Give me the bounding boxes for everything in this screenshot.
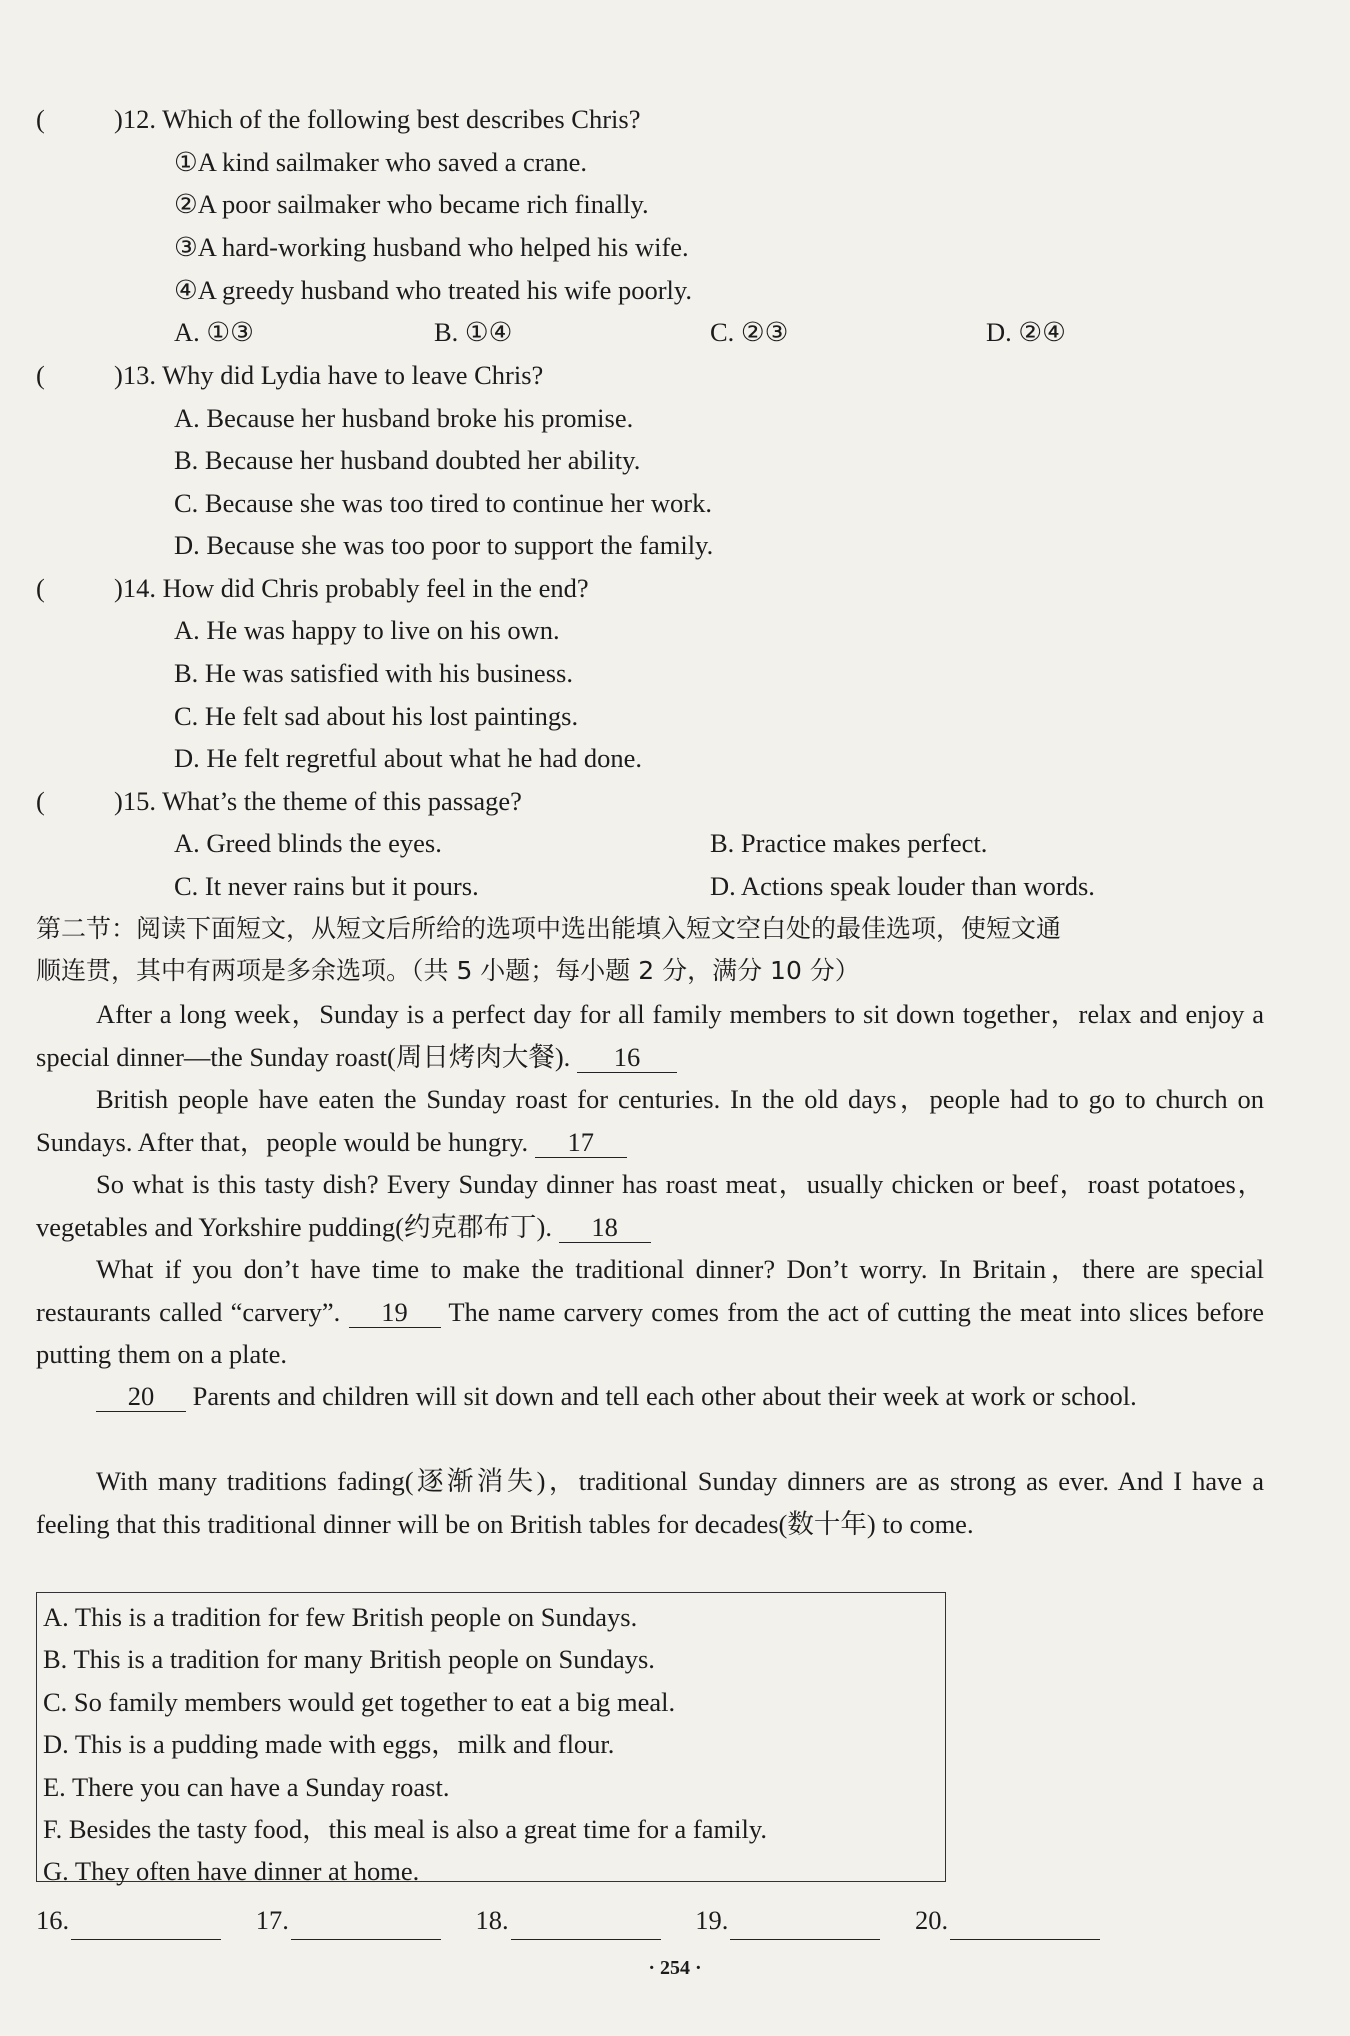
paragraph-text: What if you don’t have time to make the traditional dinner? Don’t worry. In Britain，there are special restaurants called “carvery”. bbox=[36, 1254, 1264, 1327]
answer-line[interactable] bbox=[950, 1909, 1100, 1940]
box-option-f: F. Besides the tasty food，this meal is also a great time for a family. bbox=[43, 1814, 768, 1845]
blank-18: 18 bbox=[559, 1212, 651, 1243]
paragraph-text: The name carvery comes from the act of cutting the meat into slices before putting them on a plate. bbox=[36, 1296, 1264, 1369]
paragraph-text: After a long week，Sunday is a perfect day for all family members to sit down together，relax and enjoy a special dinner—the Sunday roast(周日烤肉大餐). bbox=[36, 999, 1264, 1072]
paragraph-text: Parents and children will sit down and tell each other about their week at work or school. bbox=[192, 1381, 1137, 1411]
box-option-g: G. They often have dinner at home. bbox=[43, 1856, 420, 1887]
q13-option-b: B. Because her husband doubted her ability. bbox=[174, 445, 641, 475]
passage-paragraph-1 bbox=[36, 993, 1264, 1078]
paragraph-text: British people have eaten the Sunday roast for centuries. In the old days，people had to go to church on Sundays. After that，people would be hungry. bbox=[36, 1084, 1264, 1157]
blank-20: 20 bbox=[96, 1381, 186, 1412]
question-15-stem bbox=[36, 780, 522, 822]
answer-line[interactable] bbox=[291, 1909, 441, 1940]
q13-option-d: D. Because she was too poor to support the family. bbox=[174, 530, 714, 560]
question-13-stem bbox=[36, 354, 543, 396]
answer-label: 20. bbox=[915, 1905, 949, 1935]
box-option-b: B. This is a tradition for many British people on Sundays. bbox=[43, 1644, 655, 1675]
answer-16[interactable] bbox=[36, 1900, 221, 1940]
box-option-e: E. There you can have a Sunday roast. bbox=[43, 1771, 450, 1802]
q12-choice-d: D. ②④ bbox=[986, 317, 1066, 347]
q12-item-2: ②A poor sailmaker who became rich finally. bbox=[174, 189, 649, 219]
box-option-a: A. This is a tradition for few British people on Sundays. bbox=[43, 1602, 638, 1632]
box-option-d: D. This is a pudding made with eggs，milk and flour. bbox=[43, 1729, 615, 1760]
answer-18[interactable] bbox=[476, 1900, 661, 1940]
q12-item-4: ④A greedy husband who treated his wife poorly. bbox=[174, 275, 693, 305]
answer-blanks-row bbox=[36, 1900, 1128, 1940]
box-option-c: C. So family members would get together to eat a big meal. bbox=[43, 1686, 676, 1717]
answer-label: 17. bbox=[255, 1905, 289, 1935]
question-text: )13. Why did Lydia have to leave Chris? bbox=[114, 360, 544, 390]
passage-paragraph-6: With many traditions fading(逐渐消失)，traditional Sunday dinners are as strong as ever. And I have a feeling that this traditional dinner will be on British tables for decades(数十年) to come. bbox=[36, 1466, 1264, 1539]
answer-line[interactable] bbox=[730, 1909, 880, 1940]
paragraph-text: So what is this tasty dish? Every Sunday dinner has roast meat，usually chicken or beef，roast potatoes，vegetables and Yorkshire pudding(约克郡布丁). bbox=[36, 1169, 1264, 1242]
q14-option-b: B. He was satisfied with his business. bbox=[174, 658, 573, 688]
q14-option-c: C. He felt sad about his lost paintings. bbox=[174, 701, 579, 731]
question-text: )12. Which of the following best describes Chris? bbox=[114, 104, 641, 134]
passage-paragraph-2 bbox=[36, 1078, 1264, 1163]
q15-option-b: B. Practice makes perfect. bbox=[710, 828, 988, 858]
section2-instruction-line2: 顺连贯，其中有两项是多余选项。（共 5 小题；每小题 2 分，满分 10 分） bbox=[36, 956, 860, 985]
blank-17: 17 bbox=[535, 1127, 627, 1158]
question-14-stem bbox=[36, 567, 589, 609]
q12-item-1: ①A kind sailmaker who saved a crane. bbox=[174, 147, 588, 177]
answer-label: 19. bbox=[695, 1905, 729, 1935]
question-text: )15. What’s the theme of this passage? bbox=[114, 786, 522, 816]
q15-option-a: A. Greed blinds the eyes. bbox=[174, 828, 442, 858]
answer-19[interactable] bbox=[695, 1900, 880, 1940]
answer-line[interactable] bbox=[511, 1909, 661, 1940]
q14-option-d: D. He felt regretful about what he had done. bbox=[174, 743, 642, 773]
q13-option-a: A. Because her husband broke his promise. bbox=[174, 403, 634, 433]
answer-paren: ( bbox=[36, 104, 45, 134]
q12-choice-b: B. ①④ bbox=[434, 317, 513, 347]
answer-17[interactable] bbox=[256, 1900, 441, 1940]
answer-label: 16. bbox=[36, 1905, 70, 1935]
question-text: )14. How did Chris probably feel in the end? bbox=[114, 573, 589, 603]
q15-option-d: D. Actions speak louder than words. bbox=[710, 871, 1095, 901]
q15-option-c: C. It never rains but it pours. bbox=[174, 871, 479, 901]
answer-label: 18. bbox=[475, 1905, 509, 1935]
q12-choice-c: C. ②③ bbox=[710, 317, 789, 347]
answer-paren: ( bbox=[36, 360, 45, 390]
passage-paragraph-3 bbox=[36, 1163, 1264, 1248]
answer-line[interactable] bbox=[71, 1909, 221, 1940]
passage-paragraph-4 bbox=[36, 1248, 1264, 1376]
question-12-stem bbox=[36, 98, 640, 140]
q12-item-3: ③A hard-working husband who helped his wife. bbox=[174, 232, 689, 262]
passage-paragraph-5 bbox=[36, 1375, 1264, 1418]
q12-choice-a: A. ①③ bbox=[174, 317, 254, 347]
page-number: · 254 · bbox=[648, 1957, 702, 1979]
answer-paren: ( bbox=[36, 573, 45, 603]
section2-instruction-line1: 第二节：阅读下面短文，从短文后所给的选项中选出能填入短文空白处的最佳选项，使短文通 bbox=[36, 914, 1062, 943]
q14-option-a: A. He was happy to live on his own. bbox=[174, 615, 560, 645]
options-box bbox=[36, 1592, 946, 1887]
blank-16: 16 bbox=[577, 1042, 677, 1073]
answer-paren: ( bbox=[36, 786, 45, 816]
answer-20[interactable] bbox=[915, 1900, 1100, 1940]
blank-19: 19 bbox=[349, 1297, 441, 1328]
q13-option-c: C. Because she was too tired to continue her work. bbox=[174, 488, 712, 518]
